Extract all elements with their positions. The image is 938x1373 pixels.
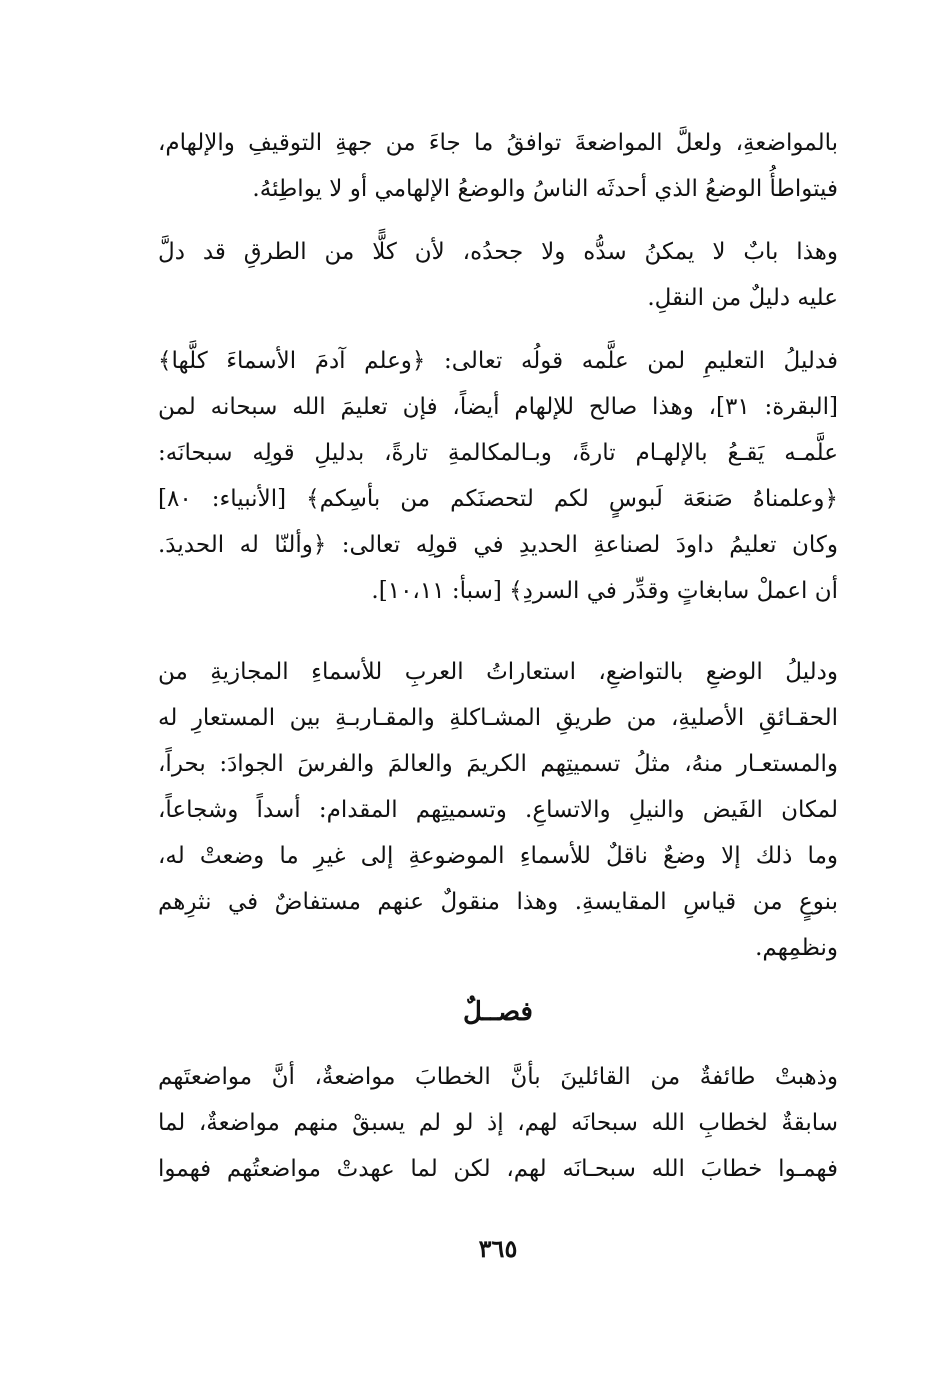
text-line: وهذا بابٌ لا يمكنُ سدُّه ولا جحدُه، لأن كلًّا من الطرقِ قد دلَّ (158, 239, 838, 265)
paragraph-4 (158, 649, 838, 971)
paragraph-2 (158, 229, 838, 321)
page-number: ٣٦٥ (478, 1234, 518, 1263)
paragraph-3 (158, 338, 838, 614)
text-line: ونظمِهم. (755, 935, 838, 961)
text-line: فيتواطأُ الوضعُ الذي أحدثَه الناسُ والوضعُ الإلهامي أو لا يواطِئهُ. (252, 176, 838, 202)
text-line: [البقرة: ٣١]، وهذا صالح للإلهام أيضاً، فإن تعليمَ الله سبحانه لمن (158, 394, 838, 420)
text-line: بنوعٍ من قياسِ المقايسةِ. وهذا منقولٌ عنهم مستفاضٌ في نثرِهم (158, 889, 838, 915)
paragraph-1 (158, 120, 838, 212)
text-line: ﴿وعلمناهُ صَنعَة لَبوسٍ لكم لتحصنَكم من بأسِكم﴾ [الأنبياء: ٨٠] (158, 486, 838, 512)
text-line: أن اعملْ سابغاتٍ وقدِّر في السردِ﴾ [سبأ: ١٠،١١]. (371, 578, 838, 604)
text-line: ودليلُ الوضعِ بالتواضعِ، استعاراتُ العربِ للأسماءِ المجازيةِ من (158, 659, 838, 685)
text-line: سابقةٌ لخطابِ الله سبحانَه لهم، إذ لو لم يسبقْ منهم مواضعةٌ، لما (158, 1110, 838, 1136)
text-line: لمكان الفَيض والنيلِ والاتساعِ. وتسميتِهم المقدام: أسداً وشجاعاً، (158, 797, 838, 823)
text-line: وما ذلك إلا وضعٌ ناقلٌ للأسماءِ الموضوعةِ إلى غيرِ ما وضعتْ له، (158, 843, 838, 869)
text-line: فهمـوا خطابَ الله سبحـانَه لهم، لكن لما عهدتْ مواضعتُهم فهموا (158, 1156, 838, 1182)
text-line: والمستعـار منهُ، مثلُ تسميتِهم الكريمَ والعالمَ والفرسَ الجوادَ: بحراً، (158, 751, 838, 777)
section-heading: فصــلٌ (463, 997, 533, 1027)
text-line: عليه دليلٌ من النقلِ. (647, 285, 838, 311)
text-line: فدليلُ التعليمِ لمن علَّمه قولُه تعالى: ﴿وعلم آدمَ الأسماءَ كلَّها﴾ (158, 348, 838, 374)
text-line: علَّمـه يَقـعُ بالإلهـام تارةً، وبـالمكالمةِ تارةً، بدليلِ قولِه سبحانَه: (158, 440, 838, 466)
text-line: الحقـائقِ الأصليةِ، من طريقِ المشـاكلةِ والمقـاربـةِ بين المستعارِ له (158, 705, 838, 731)
paragraph-5 (158, 1054, 838, 1192)
text-line: وذهبتْ طائفةٌ من القائلينَ بأنَّ الخطابَ مواضعةٌ، أنَّ مواضعتَهم (158, 1064, 838, 1090)
text-line: بالمواضعةِ، ولعلَّ المواضعةَ توافقُ ما جاءَ من جهةِ التوقيفِ والإلهام، (158, 130, 838, 156)
text-line: وكان تعليمُ داودَ لصناعةِ الحديدِ في قولِه تعالى: ﴿وألنّا له الحديدَ. (158, 532, 838, 558)
